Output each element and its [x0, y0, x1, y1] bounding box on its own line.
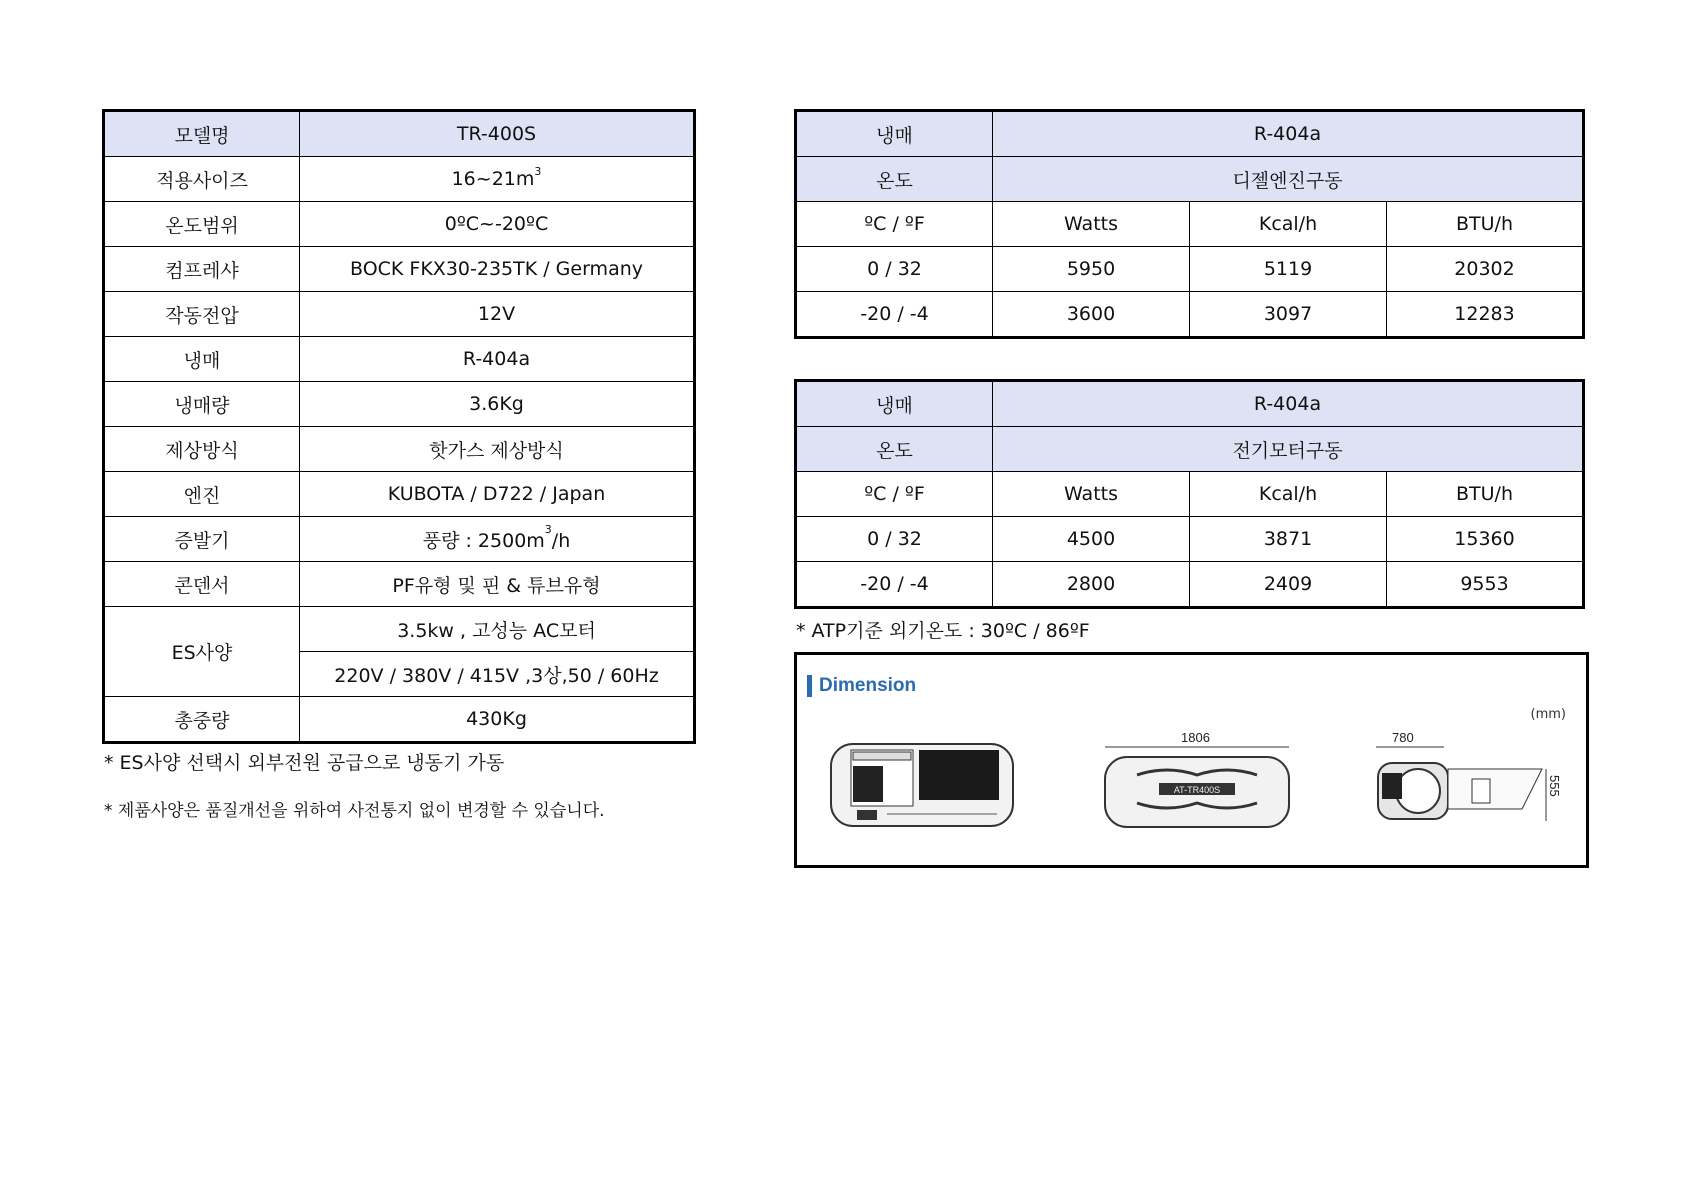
spec-label: 증발기: [104, 517, 300, 562]
cell: 3600: [993, 292, 1190, 338]
dimension-box: [794, 652, 1589, 868]
col-watts: Watts: [993, 202, 1190, 247]
drive-value: 전기모터구동: [993, 427, 1584, 472]
perf-data-row: [796, 247, 1584, 292]
perf-table-diesel: [794, 109, 1585, 339]
side-view-drawing: [1372, 743, 1552, 833]
spec-row-weight: [104, 697, 695, 743]
spec-label: ES사양: [104, 607, 300, 697]
cell: 2409: [1190, 562, 1387, 608]
cell: 0 / 32: [796, 517, 993, 562]
col-temp: ºC / ºF: [796, 202, 993, 247]
size-sup: 3: [534, 165, 542, 178]
spec-label: 총중량: [104, 697, 300, 743]
col-btu: BTU/h: [1387, 472, 1584, 517]
refrigerant-value: R-404a: [993, 381, 1584, 427]
perf-data-row: [796, 292, 1584, 338]
spec-label: 콘덴서: [104, 562, 300, 607]
drive-value: 디젤엔진구동: [993, 157, 1584, 202]
perf-data-row: [796, 562, 1584, 608]
refrigerant-value: R-404a: [993, 111, 1584, 157]
spec-row-size: [104, 157, 695, 202]
spec-row-compressor: [104, 247, 695, 292]
change-note: * 제품사양은 품질개선을 위하여 사전통지 없이 변경할 수 있습니다.: [104, 801, 605, 821]
temp-label: 온도: [796, 427, 993, 472]
spec-table: [102, 109, 696, 744]
cell: 20302: [1387, 247, 1584, 292]
spec-value: R-404a: [300, 337, 695, 382]
temp-label: 온도: [796, 157, 993, 202]
spec-value: 0ºC~-20ºC: [300, 202, 695, 247]
spec-label: 냉매량: [104, 382, 300, 427]
spec-value: 220V / 380V / 415V ,3상,50 / 60Hz: [300, 652, 695, 697]
dimension-unit: (mm): [1530, 707, 1566, 722]
cell: 12283: [1387, 292, 1584, 338]
spec-value: KUBOTA / D722 / Japan: [300, 472, 695, 517]
refrigerant-label: 냉매: [796, 381, 993, 427]
es-note: * ES사양 선택시 외부전원 공급으로 냉동기 가동: [104, 752, 505, 774]
perf-row-refrigerant: [796, 111, 1584, 157]
width-label: 1806: [1181, 730, 1210, 745]
spec-value: 430Kg: [300, 697, 695, 743]
spec-label: 작동전압: [104, 292, 300, 337]
perf-row-drive: [796, 157, 1584, 202]
perf-row-drive: [796, 427, 1584, 472]
col-btu: BTU/h: [1387, 202, 1584, 247]
depth-label: 780: [1392, 730, 1414, 745]
spec-label: 모델명: [104, 111, 300, 157]
cell: 9553: [1387, 562, 1584, 608]
cell: 15360: [1387, 517, 1584, 562]
perf-header-row: [796, 472, 1584, 517]
spec-value: PF유형 및 핀 & 튜브유형: [300, 562, 695, 607]
spec-label: 냉매: [104, 337, 300, 382]
spec-value: 12V: [300, 292, 695, 337]
spec-row-voltage: [104, 292, 695, 337]
evap-value: 풍량 : 2500m: [422, 529, 545, 552]
spec-value: [300, 517, 695, 562]
cell: 2800: [993, 562, 1190, 608]
spec-row-engine: [104, 472, 695, 517]
spec-label: 엔진: [104, 472, 300, 517]
col-watts: Watts: [993, 472, 1190, 517]
unit-badge-text: AT-TR400S: [1173, 785, 1221, 795]
dimension-title: Dimension: [819, 675, 917, 696]
spec-row-temp-range: [104, 202, 695, 247]
spec-value: BOCK FKX30-235TK / Germany: [300, 247, 695, 292]
perf-header-row: [796, 202, 1584, 247]
perf-table-electric: [794, 379, 1585, 609]
spec-value: TR-400S: [300, 111, 695, 157]
spec-row-es: [104, 607, 695, 652]
cell: 3097: [1190, 292, 1387, 338]
atp-note: * ATP기준 외기온도 : 30ºC / 86ºF: [796, 620, 1090, 642]
spec-row-condenser: [104, 562, 695, 607]
cell: 0 / 32: [796, 247, 993, 292]
col-temp: ºC / ºF: [796, 472, 993, 517]
refrigerant-label: 냉매: [796, 111, 993, 157]
cell: 5950: [993, 247, 1190, 292]
spec-label: 컴프레샤: [104, 247, 300, 292]
cell: 4500: [993, 517, 1190, 562]
col-kcal: Kcal/h: [1190, 202, 1387, 247]
spec-label: 적용사이즈: [104, 157, 300, 202]
perf-row-refrigerant: [796, 381, 1584, 427]
size-value: 16~21m: [451, 168, 535, 190]
spec-value: [300, 157, 695, 202]
spec-label: 제상방식: [104, 427, 300, 472]
height-label: 555: [1547, 775, 1562, 797]
cell: 3871: [1190, 517, 1387, 562]
cell: 5119: [1190, 247, 1387, 292]
perf-data-row: [796, 517, 1584, 562]
spec-row-refrigerant-amount: [104, 382, 695, 427]
front-view-drawing: [827, 740, 1017, 830]
spec-value: 3.6Kg: [300, 382, 695, 427]
cell: -20 / -4: [796, 562, 993, 608]
spec-value: 핫가스 제상방식: [300, 427, 695, 472]
spec-row-refrigerant: [104, 337, 695, 382]
col-kcal: Kcal/h: [1190, 472, 1387, 517]
cell: -20 / -4: [796, 292, 993, 338]
spec-row-defrost: [104, 427, 695, 472]
evap-suffix: /h: [551, 529, 571, 552]
spec-label: 온도범위: [104, 202, 300, 247]
top-view-drawing: [1097, 743, 1297, 833]
evap-sup: 3: [544, 522, 552, 536]
spec-value: 3.5kw , 고성능 AC모터: [300, 607, 695, 652]
dimension-bar-icon: [807, 675, 812, 697]
spec-row-evaporator: [104, 517, 695, 562]
spec-row-model: [104, 111, 695, 157]
